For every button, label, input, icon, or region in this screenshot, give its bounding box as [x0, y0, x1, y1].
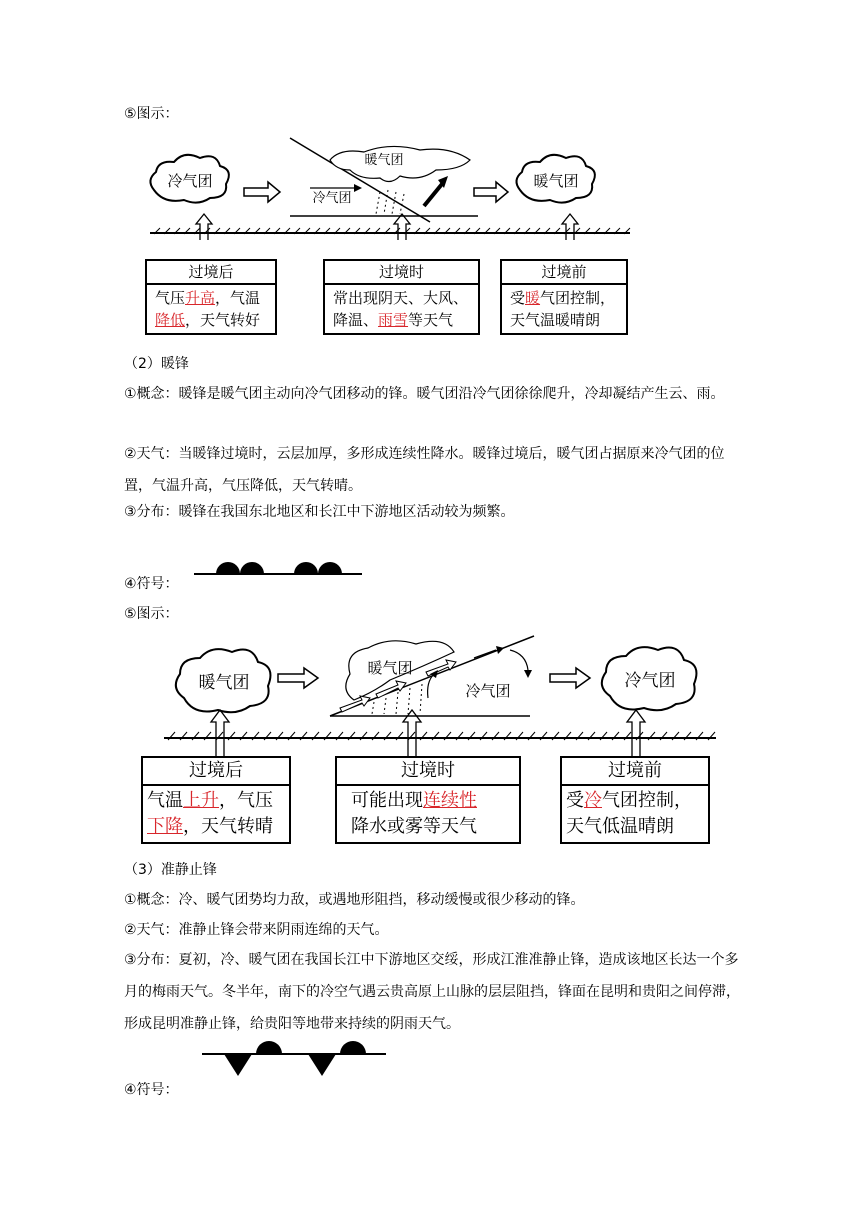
warm-front-concept: ①概念：暖锋是暖气团主动向冷气团移动的锋。暖气团沿冷气团徐徐爬升，冷却凝结产生云、雨。 — [124, 386, 725, 402]
box-answer: 连续性 — [423, 790, 477, 811]
cold-front-before-box — [500, 259, 628, 335]
box-answer: 降低 — [155, 311, 186, 329]
box-answer: 上升 — [183, 790, 219, 811]
warm-front-after-box — [141, 756, 291, 844]
cold-front-during-box — [323, 259, 480, 335]
box-answer: 冷 — [584, 790, 602, 811]
cold-front-diagram — [140, 130, 640, 240]
box-answer: 雨雪 — [378, 311, 409, 329]
stationary-front-symbol — [202, 1040, 388, 1080]
section-heading-warm-front: （2）暖锋 — [124, 356, 189, 372]
warm-air-label: 暖气团 — [364, 153, 404, 168]
stationary-front-symbol-label: ④符号： — [124, 1082, 179, 1098]
box-text: ，天气转晴 — [183, 816, 273, 837]
warm-front-symbol-label: ④符号： — [124, 576, 179, 592]
box-text: 气温 — [147, 790, 183, 811]
figure-label: ⑤图示： — [124, 606, 179, 622]
warm-front-weather: ②天气：当暖锋过境时，云层加厚，多形成连续性降水。暖锋过境后，暖气团占据原来冷气团的位置，气温升高，气压降低，天气转晴。 — [124, 446, 725, 494]
warm-air-label: 暖气团 — [367, 659, 413, 677]
cloud-label-right: 暖气团 — [533, 172, 579, 190]
stationary-front-weather: ②天气：准静止锋会带来阴雨连绵的天气。 — [124, 922, 389, 938]
cold-front-after-box — [145, 259, 277, 335]
box-answer: 下降 — [147, 816, 183, 837]
box-text: 等天气 — [408, 311, 454, 329]
box-text: 气团控制， — [602, 790, 692, 811]
box-text: 受 — [566, 790, 584, 811]
box-text: ，天气转好 — [185, 311, 261, 329]
cloud-label-right: 冷气团 — [624, 671, 676, 691]
box-text: 天气温暖晴朗 — [510, 311, 601, 329]
warm-front-before-box — [560, 756, 710, 844]
box-title: 过境时 — [337, 758, 519, 786]
box-title: 过境前 — [502, 261, 626, 285]
warm-front-symbol — [194, 556, 364, 578]
box-answer: 升高 — [185, 289, 216, 307]
box-title: 过境前 — [562, 758, 708, 786]
cloud-label-left: 冷气团 — [167, 172, 213, 190]
box-title: 过境时 — [325, 261, 478, 285]
box-text: 可能出现 — [351, 790, 423, 811]
warm-front-distribution: ③分布：暖锋在我国东北地区和长江中下游地区活动较为频繁。 — [124, 504, 515, 520]
box-text: 受 — [510, 289, 526, 307]
stationary-front-concept: ①概念：冷、暖气团势均力敌，或遇地形阻挡，移动缓慢或很少移动的锋。 — [124, 892, 585, 908]
box-text: 降温、 — [333, 311, 379, 329]
warm-front-diagram — [154, 630, 724, 760]
box-text: ，气温 — [215, 289, 261, 307]
stationary-front-distribution: ③分布：夏初，冷、暖气团在我国长江中下游地区交绥，形成江淮准静止锋，造成该地区长达一个多月的梅雨天气。冬半年，南下的冷空气遇云贵高原上山脉的层层阻挡，锋面在昆明和贵阳之间停滞，形成昆明准静止锋，给贵阳等地带来持续的阴雨天气。 — [124, 952, 740, 1032]
box-text: 气压 — [155, 289, 186, 307]
cold-air-label: 冷气团 — [312, 191, 352, 206]
box-title: 过境后 — [143, 758, 289, 786]
box-text: 天气低温晴朗 — [566, 816, 674, 837]
box-text: 常出现阴天、大风、 — [333, 289, 469, 307]
cloud-label-left: 暖气团 — [198, 673, 250, 693]
box-title: 过境后 — [147, 261, 275, 285]
box-text: 降水或雾等天气 — [351, 816, 477, 837]
box-text: ，气压 — [219, 790, 273, 811]
cold-air-label: 冷气团 — [465, 682, 511, 700]
figure-label: ⑤图示： — [124, 106, 179, 122]
box-text: 气团控制， — [540, 289, 616, 307]
box-answer: 暖 — [525, 289, 541, 307]
warm-front-during-box — [335, 756, 521, 844]
section-heading-stationary-front: （3）准静止锋 — [124, 862, 217, 878]
